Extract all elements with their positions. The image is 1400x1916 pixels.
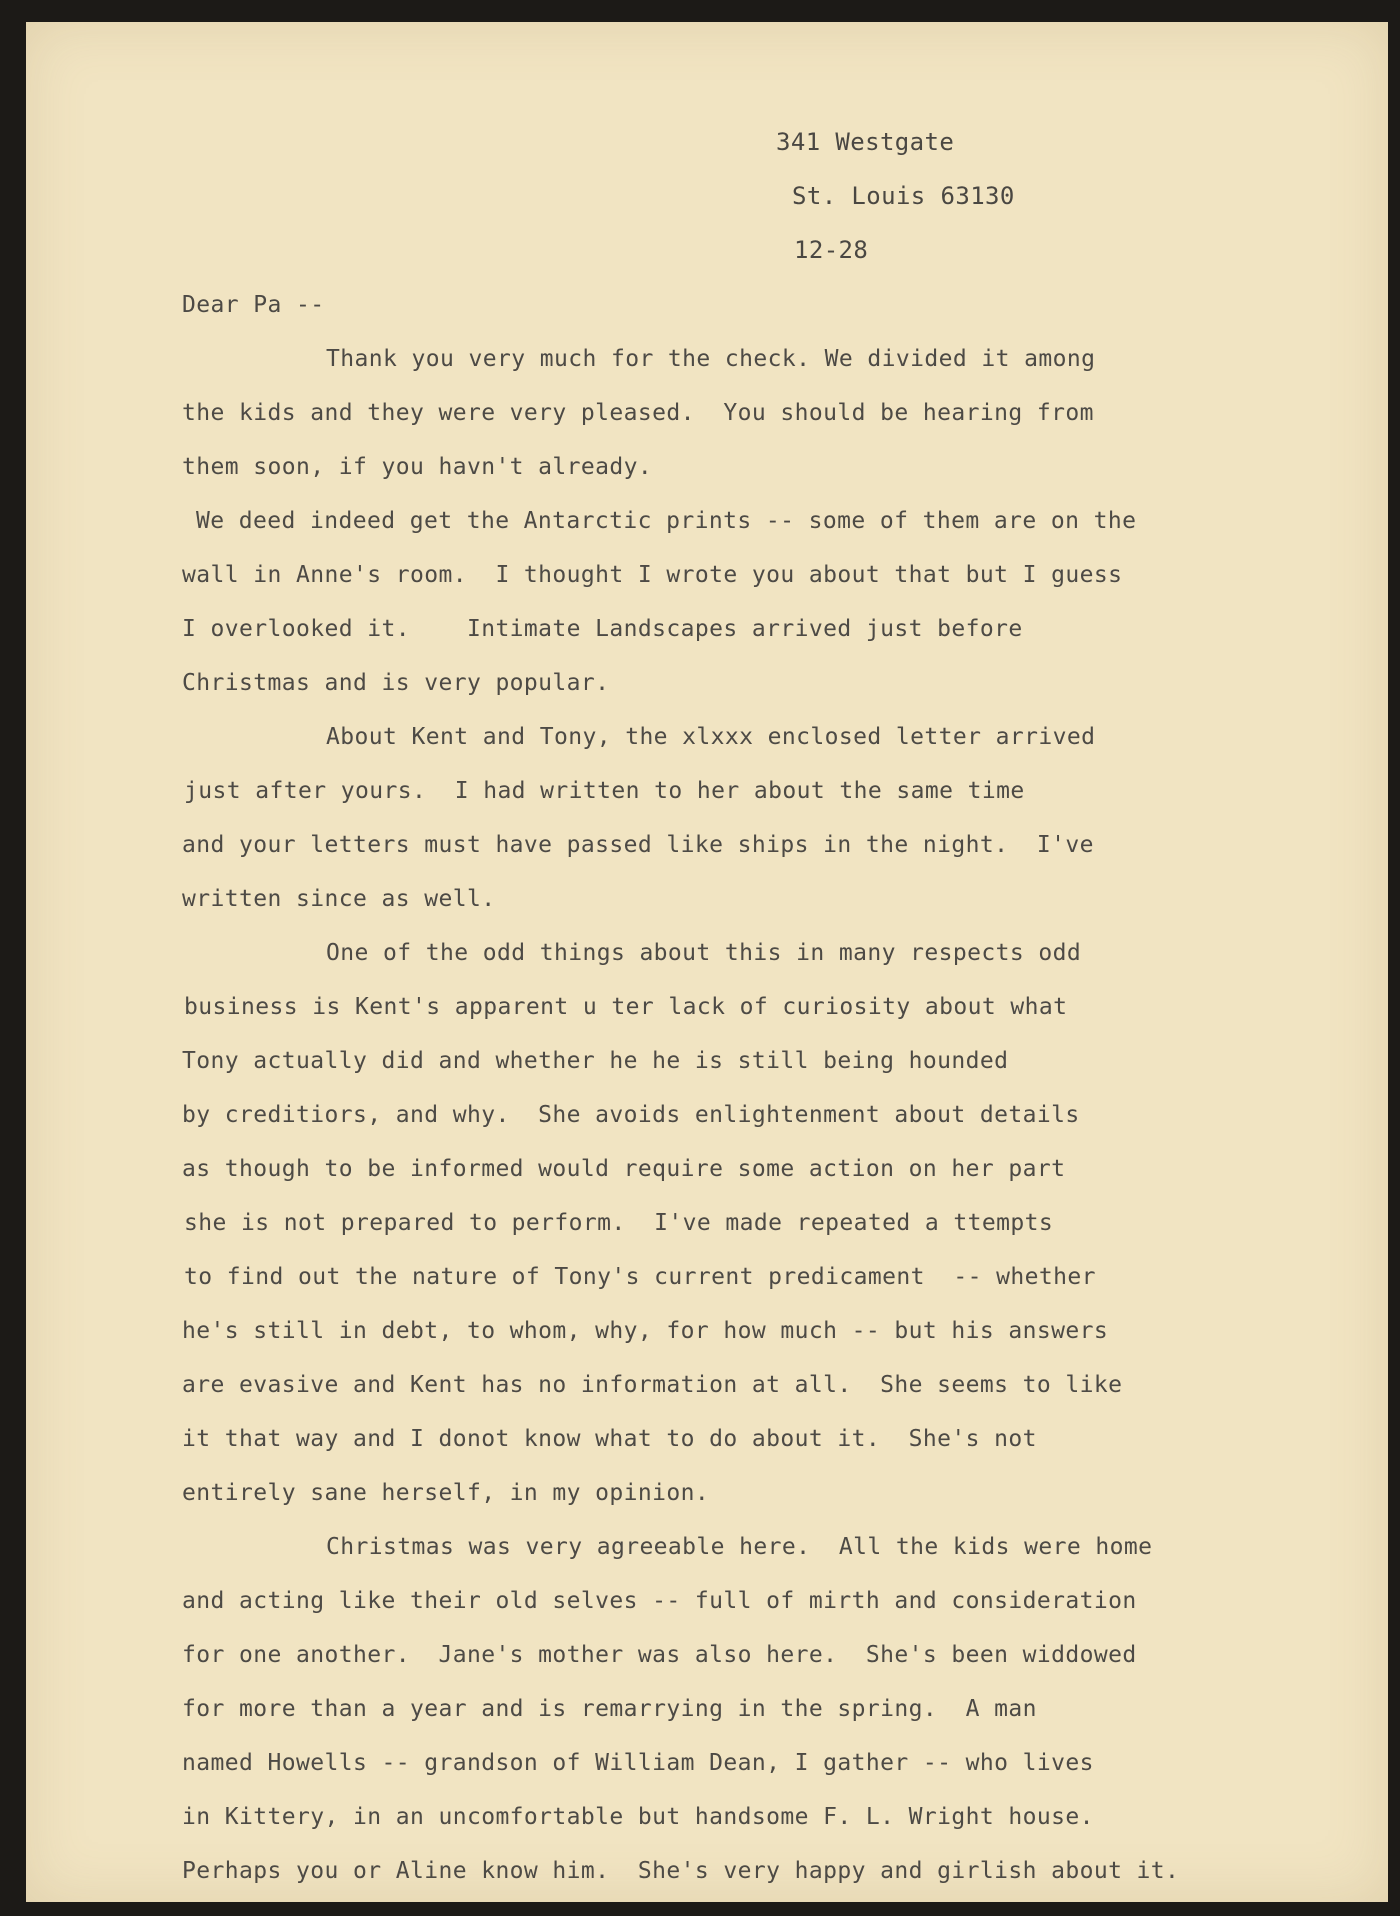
body-line: are evasive and Kent has no information at all. She seems to like [182,1372,1123,1398]
body-line: by creditiors, and why. She avoids enlightenment about details [182,1102,1080,1128]
salutation: Dear Pa -- [182,292,325,318]
body-line: Christmas was very agreeable here. All the kids were home [326,1534,1153,1560]
body-line: About Kent and Tony, the xlxxx enclosed letter arrived [326,724,1096,750]
body-line: One of the odd things about this in many respects odd [326,940,1082,966]
body-line: he's still in debt, to whom, why, for how much -- but his answers [182,1318,1109,1344]
body-line: Perhaps you or Aline know him. She's very happy and girlish about it. [182,1858,1180,1884]
body-line: Tony actually did and whether he he is still being hounded [182,1048,1009,1074]
body-line: and acting like their old selves -- full of mirth and consideration [182,1588,1137,1614]
body-line: Thank you very much for the check. We divided it among [326,346,1096,372]
body-line: it that way and I donot know what to do about it. She's not [182,1426,1037,1452]
body-line: for one another. Jane's mother was also here. She's been widdowed [182,1642,1137,1668]
body-line: wall in Anne's room. I thought I wrote you about that but I guess [182,562,1123,588]
body-line: business is Kent's apparent u ter lack of curiosity about what [184,994,1068,1020]
body-line: I overlooked it. Intimate Landscapes arrived just before [182,616,1023,642]
body-line: them soon, if you havn't already. [182,454,653,480]
body-line: as though to be informed would require some action on her part [182,1156,1066,1182]
body-line: to find out the nature of Tony's current predicament -- whether [184,1264,1096,1290]
body-line: entirely sane herself, in my opinion. [182,1480,710,1506]
letter-date: 12-28 [794,236,869,264]
address-street: 341 Westgate [776,128,955,156]
letter-page [26,22,1388,1902]
body-line: Christmas and is very popular. [182,670,610,696]
body-line: she is not prepared to perform. I've made repeated a ttempts [184,1210,1054,1236]
body-line: the kids and they were very pleased. You should be hearing from [182,400,1094,426]
body-line: written since as well. [182,886,496,912]
address-city: St. Louis 63130 [792,182,1015,210]
body-line: named Howells -- grandson of William Dean, I gather -- who lives [182,1750,1094,1776]
body-line: in Kittery, in an uncomfortable but handsome F. L. Wright house. [182,1804,1094,1830]
body-line: and your letters must have passed like ships in the night. I've [182,832,1094,858]
body-line: just after yours. I had written to her about the same time [184,778,1025,804]
body-line: We deed indeed get the Antarctic prints -- some of them are on the [196,508,1137,534]
body-line: for more than a year and is remarrying in the spring. A man [182,1696,1037,1722]
